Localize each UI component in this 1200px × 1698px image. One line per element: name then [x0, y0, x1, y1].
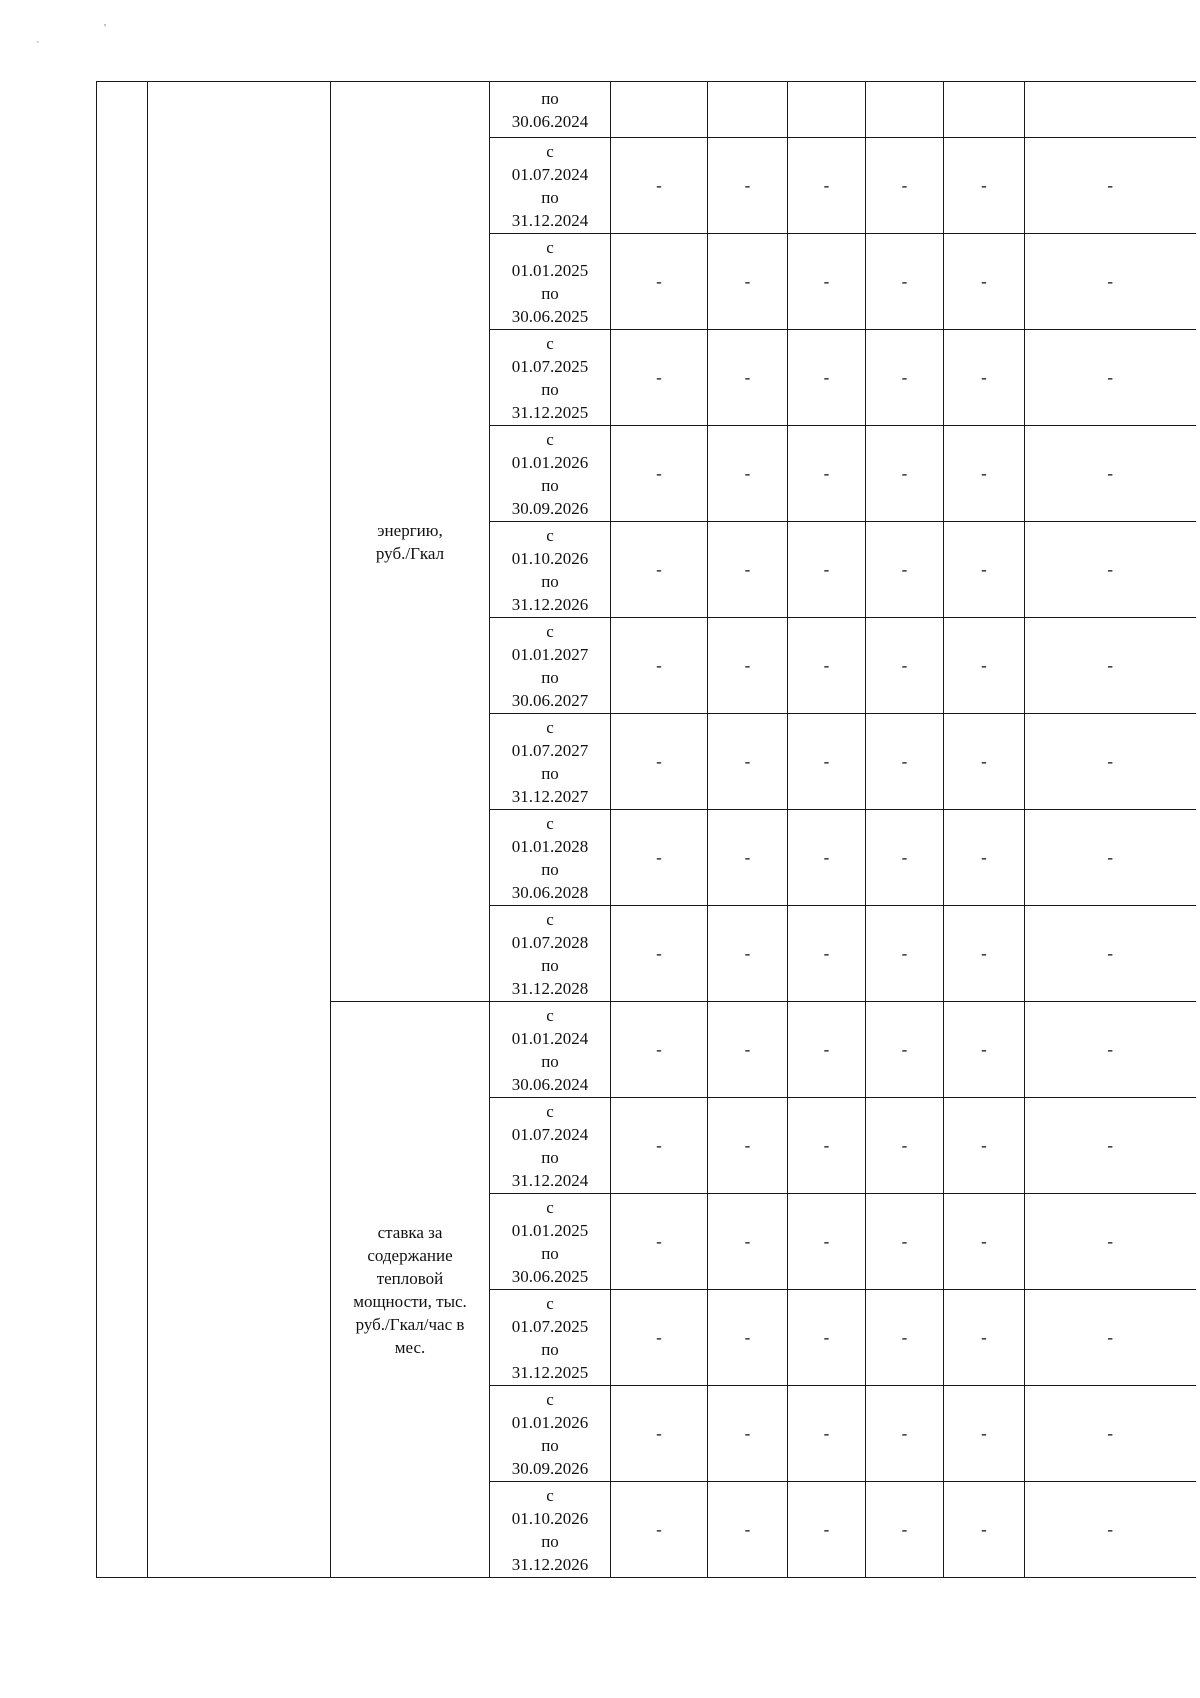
- value-cell: -: [708, 138, 788, 234]
- value-cell: -: [788, 1098, 866, 1194]
- value-cell: -: [611, 810, 708, 906]
- value-cell: -: [866, 1386, 944, 1482]
- value-cell: -: [866, 1194, 944, 1290]
- value-cell: -: [788, 330, 866, 426]
- value-cell: -: [1025, 714, 1196, 810]
- value-cell: -: [944, 426, 1025, 522]
- value-cell: -: [708, 906, 788, 1002]
- period-cell: с 01.07.2024 по 31.12.2024: [490, 1098, 611, 1194]
- value-cell: -: [944, 522, 1025, 618]
- period-cell: с 01.10.2026 по 31.12.2026: [490, 522, 611, 618]
- value-cell: -: [1025, 1194, 1196, 1290]
- value-cell: -: [866, 1290, 944, 1386]
- value-cell: -: [944, 1098, 1025, 1194]
- value-cell: -: [788, 234, 866, 330]
- period-cell: с 01.07.2025 по 31.12.2025: [490, 1290, 611, 1386]
- value-cell: -: [866, 1482, 944, 1578]
- value-cell: -: [788, 522, 866, 618]
- value-cell: -: [611, 522, 708, 618]
- period-cell: с 01.01.2025 по 30.06.2025: [490, 1194, 611, 1290]
- value-cell: -: [944, 618, 1025, 714]
- value-cell: -: [1025, 330, 1196, 426]
- value-cell-empty: [866, 82, 944, 138]
- value-cell: -: [708, 1098, 788, 1194]
- value-cell: -: [611, 906, 708, 1002]
- value-cell: -: [1025, 234, 1196, 330]
- period-cell: с 01.01.2026 по 30.09.2026: [490, 1386, 611, 1482]
- value-cell: -: [944, 714, 1025, 810]
- value-cell: -: [1025, 810, 1196, 906]
- period-cell: с 01.01.2026 по 30.09.2026: [490, 426, 611, 522]
- value-cell: -: [708, 1194, 788, 1290]
- value-cell: -: [866, 522, 944, 618]
- value-cell: -: [1025, 138, 1196, 234]
- value-cell: -: [944, 234, 1025, 330]
- value-cell-empty: [1025, 82, 1196, 138]
- value-cell: -: [944, 906, 1025, 1002]
- value-cell: -: [708, 810, 788, 906]
- value-cell: -: [708, 618, 788, 714]
- value-cell: -: [708, 522, 788, 618]
- value-cell: -: [1025, 1386, 1196, 1482]
- value-cell: -: [1025, 1482, 1196, 1578]
- value-cell: -: [788, 714, 866, 810]
- value-cell: -: [611, 138, 708, 234]
- value-cell-empty: [611, 82, 708, 138]
- value-cell: -: [944, 1002, 1025, 1098]
- period-cell: с 01.01.2027 по 30.06.2027: [490, 618, 611, 714]
- period-cell: с 01.07.2027 по 31.12.2027: [490, 714, 611, 810]
- value-cell: -: [788, 810, 866, 906]
- period-cell: с 01.07.2024 по 31.12.2024: [490, 138, 611, 234]
- value-cell: -: [1025, 1290, 1196, 1386]
- scan-speck: `: [36, 40, 40, 52]
- value-cell: -: [944, 1290, 1025, 1386]
- component-label-capacity: ставка за содержание тепловой мощности, тыс. руб./Гкал/час в мес.: [331, 1002, 490, 1578]
- value-cell: -: [611, 234, 708, 330]
- value-cell: -: [1025, 618, 1196, 714]
- period-cell: с 01.01.2028 по 30.06.2028: [490, 810, 611, 906]
- period-cell: с 01.01.2025 по 30.06.2025: [490, 234, 611, 330]
- value-cell: -: [788, 1386, 866, 1482]
- value-cell: -: [611, 1482, 708, 1578]
- table-row: [97, 82, 1196, 138]
- value-cell: -: [1025, 426, 1196, 522]
- value-cell-empty: [944, 82, 1025, 138]
- value-cell: -: [611, 330, 708, 426]
- value-cell: -: [611, 1098, 708, 1194]
- value-cell-empty: [708, 82, 788, 138]
- value-cell: -: [866, 618, 944, 714]
- period-cell: с 01.07.2028 по 31.12.2028: [490, 906, 611, 1002]
- period-cell: с 01.07.2025 по 31.12.2025: [490, 330, 611, 426]
- value-cell: -: [866, 138, 944, 234]
- value-cell: -: [944, 1194, 1025, 1290]
- value-cell: -: [944, 1482, 1025, 1578]
- value-cell: -: [708, 234, 788, 330]
- value-cell: -: [788, 1482, 866, 1578]
- value-cell: -: [611, 714, 708, 810]
- value-cell: -: [1025, 1098, 1196, 1194]
- period-cell: с 01.10.2026 по 31.12.2026: [490, 1482, 611, 1578]
- value-cell: -: [611, 1194, 708, 1290]
- value-cell: -: [788, 138, 866, 234]
- period-cell: с 01.01.2024 по 30.06.2024: [490, 1002, 611, 1098]
- tariff-table: [96, 81, 1196, 1578]
- value-cell: -: [788, 1002, 866, 1098]
- value-cell: -: [611, 1290, 708, 1386]
- value-cell: -: [1025, 1002, 1196, 1098]
- value-cell-empty: [788, 82, 866, 138]
- value-cell: -: [866, 1002, 944, 1098]
- value-cell: -: [866, 426, 944, 522]
- value-cell: -: [788, 906, 866, 1002]
- value-cell: -: [944, 1386, 1025, 1482]
- period-cell: по 30.06.2024: [490, 82, 611, 138]
- row-number-cell: [97, 82, 148, 1578]
- value-cell: -: [788, 1290, 866, 1386]
- value-cell: -: [708, 426, 788, 522]
- value-cell: -: [866, 1098, 944, 1194]
- value-cell: -: [708, 1290, 788, 1386]
- value-cell: -: [866, 714, 944, 810]
- value-cell: -: [866, 906, 944, 1002]
- value-cell: -: [611, 1386, 708, 1482]
- value-cell: -: [708, 1002, 788, 1098]
- value-cell: -: [708, 714, 788, 810]
- value-cell: -: [866, 810, 944, 906]
- value-cell: -: [788, 618, 866, 714]
- value-cell: -: [708, 1386, 788, 1482]
- value-cell: -: [611, 618, 708, 714]
- value-cell: -: [788, 426, 866, 522]
- value-cell: -: [611, 426, 708, 522]
- organization-cell: [148, 82, 331, 1578]
- value-cell: -: [866, 234, 944, 330]
- component-label-energy: энергию, руб./Гкал: [331, 82, 490, 1002]
- value-cell: -: [708, 330, 788, 426]
- scan-speck: ': [104, 22, 106, 34]
- value-cell: -: [1025, 522, 1196, 618]
- value-cell: -: [1025, 906, 1196, 1002]
- value-cell: -: [866, 330, 944, 426]
- value-cell: -: [944, 810, 1025, 906]
- value-cell: -: [944, 138, 1025, 234]
- value-cell: -: [708, 1482, 788, 1578]
- value-cell: -: [944, 330, 1025, 426]
- value-cell: -: [788, 1194, 866, 1290]
- value-cell: -: [611, 1002, 708, 1098]
